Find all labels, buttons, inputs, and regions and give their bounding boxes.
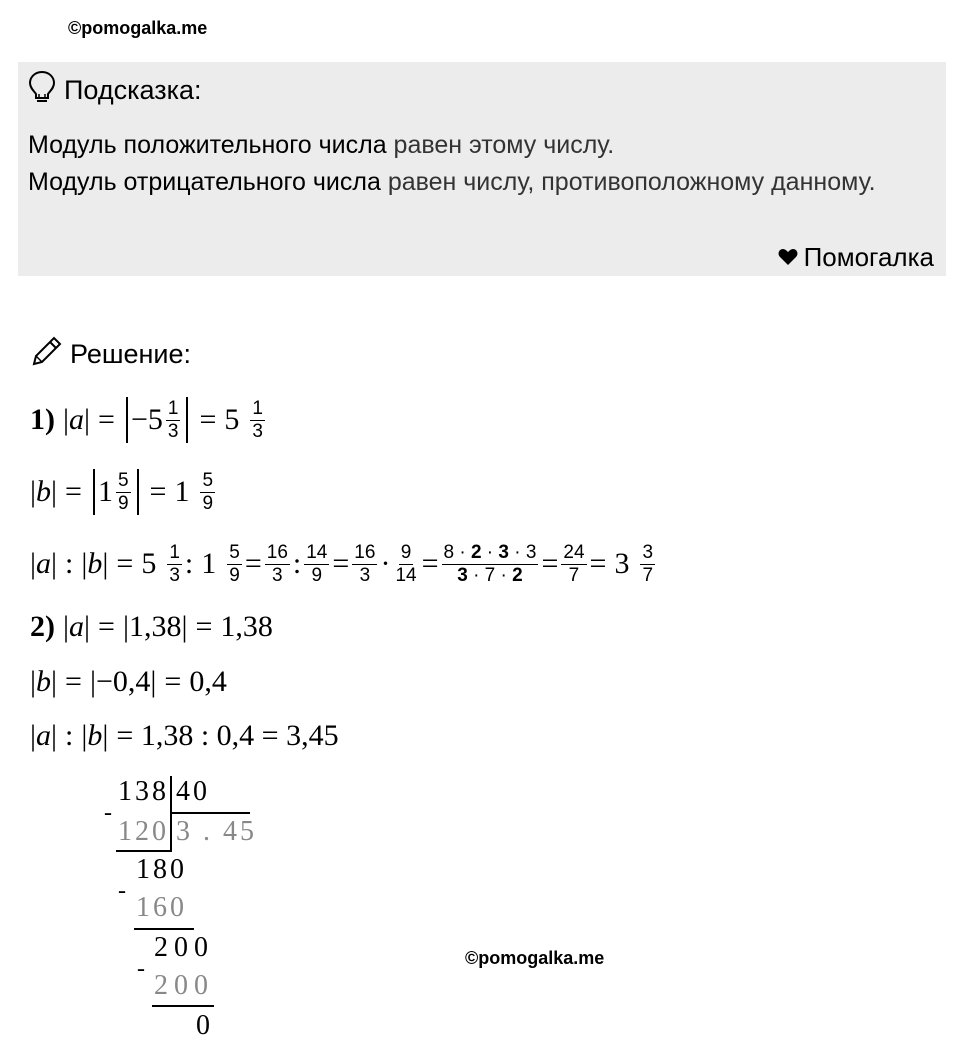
remainder-final: 0 — [196, 1010, 213, 1041]
step-number-1: 1) — [30, 403, 55, 436]
quotient: 3 . 45 — [176, 816, 257, 847]
fraction-3-7: 3 7 — [642, 541, 654, 586]
fraction-1-3: 1 3 — [167, 397, 179, 442]
fraction-5-9: 5 9 — [117, 469, 129, 514]
minus-sign: - — [137, 956, 148, 982]
mixed-whole: 5 — [224, 403, 240, 436]
step-number-2: 2) — [30, 610, 55, 643]
hint-term-negative: Модуль отрицательного числа — [28, 168, 381, 196]
subtrahend-2: 160 — [136, 892, 187, 923]
lightbulb-icon — [28, 70, 56, 111]
hint-header — [28, 70, 202, 111]
fraction-9-14: $\frac{9}{14}$ — [395, 541, 417, 586]
fraction-1-3: 1 3 — [169, 541, 180, 586]
fraction-5-9: 5 9 — [202, 469, 214, 514]
subtrahend-1: 120 — [118, 816, 169, 847]
eq-sign: = — [98, 403, 115, 436]
solution-header — [30, 334, 191, 375]
fraction-16-3: $\frac{16}{3}$ — [354, 541, 376, 586]
pencil-icon — [30, 334, 64, 375]
fraction-16-3: $\frac{16}{3}$ — [266, 541, 288, 586]
watermark-top: ©pomogalka.me — [68, 18, 208, 38]
formula-line-3: | a | : | b | = 5 1 3 : 1 $\frac{5}{9}$ = $\frac{16}{3}$ : $\frac{14}{9}$ = $\frac{16}{3}$ · $\frac{9}{14}$ = $\frac{8 \cdot 2 \cdot 3 \cdot 3}{3 \cdot 7 \cdot 2}$ = $\frac{24}{7}$ = 3 3 7 — [30, 541, 654, 586]
mixed-whole: 1 — [97, 475, 113, 508]
formula-line-5: | b | = | −0,4 | = 0,4 — [30, 665, 227, 698]
mixed-whole: −5 — [130, 403, 163, 436]
brand-name: Помогалка — [803, 242, 934, 272]
heart-icon — [778, 242, 798, 273]
var-a: a — [69, 403, 85, 436]
formula-line-1: 1) | a | = −5 1 3 = 5 1 3 — [30, 397, 263, 442]
formula-line-4: 2) | a | = | 1,38 | = 1,38 — [30, 610, 273, 643]
minus-sign: - — [104, 800, 115, 826]
watermark-bottom: ©pomogalka.me — [465, 948, 605, 968]
divisor: 40 — [176, 776, 210, 807]
solution-title: Решение: — [70, 339, 192, 369]
dividend: 138 — [118, 776, 169, 807]
hint-term-positive: Модуль положительного числа — [28, 131, 387, 159]
minus-sign: - — [118, 878, 129, 904]
fraction-5-9: $\frac{5}{9}$ — [229, 541, 240, 586]
fraction-product: $\frac{8 \cdot 2 \cdot 3 \cdot 3}{3 \cdot 7 \cdot 2}$ — [443, 541, 537, 586]
hint-rule-positive: равен этому числу. — [386, 131, 615, 159]
var-b: b — [36, 475, 52, 508]
hint-rule-negative: равен числу, противоположному данному. — [380, 168, 876, 196]
hint-text — [28, 127, 908, 201]
formula-line-2: | b | = 1 5 9 = 1 5 9 — [30, 469, 214, 514]
brand-signature — [778, 242, 934, 273]
subtrahend-3: 200 — [154, 970, 214, 1001]
hint-title: Подсказка: — [64, 75, 202, 105]
remainder-2: 200 — [154, 932, 214, 963]
fraction-14-9: $\frac{14}{9}$ — [306, 541, 328, 586]
fraction-1-3: 1 3 — [252, 397, 263, 442]
fraction-24-7: $\frac{24}{7}$ — [563, 541, 585, 586]
formula-line-6: | a | : | b | = 1,38 : 0,4 = 3,45 — [30, 719, 339, 752]
remainder-1: 180 — [136, 854, 187, 885]
